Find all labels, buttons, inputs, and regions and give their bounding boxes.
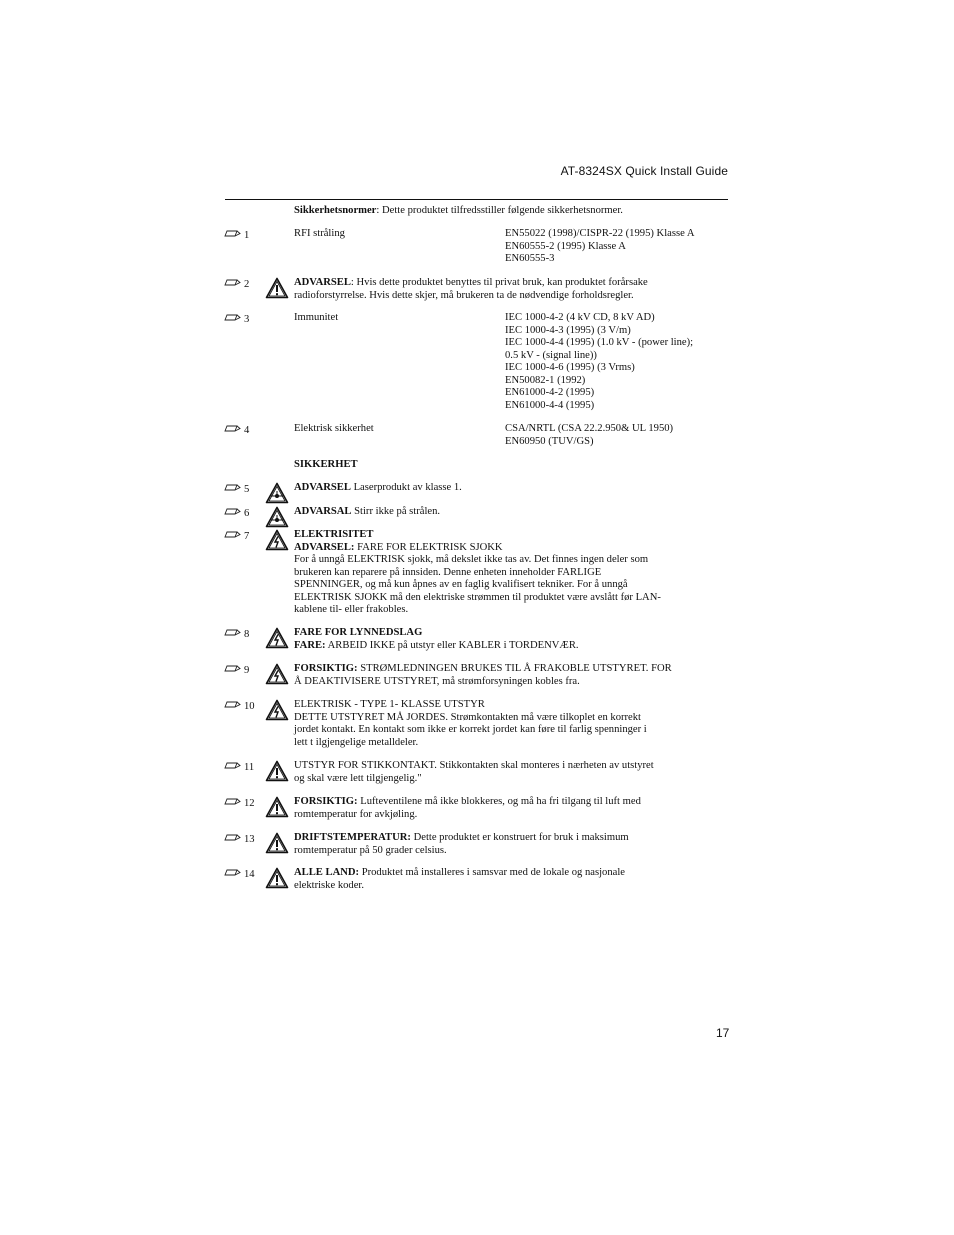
pencil-icon — [224, 867, 244, 877]
pencil-icon — [224, 312, 244, 322]
page-header: AT-8324SX Quick Install Guide — [560, 164, 728, 178]
pencil-icon — [224, 277, 244, 287]
pencil-icon — [224, 529, 244, 539]
warning-triangle-icon — [265, 796, 289, 818]
pencil-icon — [224, 760, 244, 770]
ref-marker: 10 — [224, 699, 255, 714]
header-rule — [225, 199, 728, 200]
pencil-icon — [224, 627, 244, 637]
laser-warning-icon — [265, 482, 289, 504]
electric-shock-icon — [265, 699, 289, 721]
pencil-icon — [224, 228, 244, 238]
spec-values: IEC 1000-4-2 (4 kV CD, 8 kV AD) IEC 1000-4-3 (1995) (3 V/m) IEC 1000-4-4 (1995) (1.0 kV - (power line); 0.5 kV - (signal line)) IEC 1000-4-6 (1995) (3 Vrms) EN50082-1 (1992) EN61000-4-2 (1995) EN61000-4-4 (1995) — [505, 312, 694, 411]
intro-text: : Dette produktet tilfredsstiller følgende sikkerhetsnormer. — [376, 205, 623, 216]
electric-shock-icon — [265, 529, 289, 551]
ref-marker: 7 — [224, 529, 249, 544]
intro-bold: Sikkerhetsnormer — [294, 205, 377, 216]
pencil-icon — [224, 832, 244, 842]
ref-marker: 14 — [224, 867, 255, 882]
spec-label: RFI stråling — [294, 228, 345, 239]
ref-marker: 4 — [224, 423, 249, 438]
warning-triangle-icon — [265, 760, 289, 782]
warning-triangle-icon — [265, 832, 289, 854]
spec-label: Immunitet — [294, 312, 339, 323]
warning-triangle-icon — [265, 867, 289, 889]
ref-marker: 11 — [224, 760, 254, 775]
pencil-icon — [224, 663, 244, 673]
pencil-icon — [224, 506, 244, 516]
ref-marker: 6 — [224, 506, 249, 521]
ref-marker: 12 — [224, 796, 255, 811]
spec-values: EN55022 (1998)/CISPR-22 (1995) Klasse A EN60555-2 (1995) Klasse A EN60555-3 — [505, 228, 695, 264]
spec-values: CSA/NRTL (CSA 22.2.950& UL 1950) EN60950 (TUV/GS) — [505, 423, 674, 447]
pencil-icon — [224, 699, 244, 709]
warning-triangle-icon — [265, 277, 289, 299]
ref-marker: 9 — [224, 663, 249, 678]
ref-marker: 2 — [224, 277, 249, 292]
pencil-icon — [224, 423, 244, 433]
electric-shock-icon — [265, 663, 289, 685]
ref-marker: 1 — [224, 228, 249, 243]
electric-shock-icon — [265, 627, 289, 649]
spec-label: Elektrisk sikkerhet — [294, 423, 374, 434]
ref-marker: 5 — [224, 482, 249, 497]
laser-warning-icon — [265, 506, 289, 528]
ref-marker: 3 — [224, 312, 249, 327]
pencil-icon — [224, 796, 244, 806]
pencil-icon — [224, 482, 244, 492]
page-number: 17 — [716, 1026, 730, 1040]
ref-marker: 13 — [224, 832, 255, 847]
ref-marker: 8 — [224, 627, 249, 642]
